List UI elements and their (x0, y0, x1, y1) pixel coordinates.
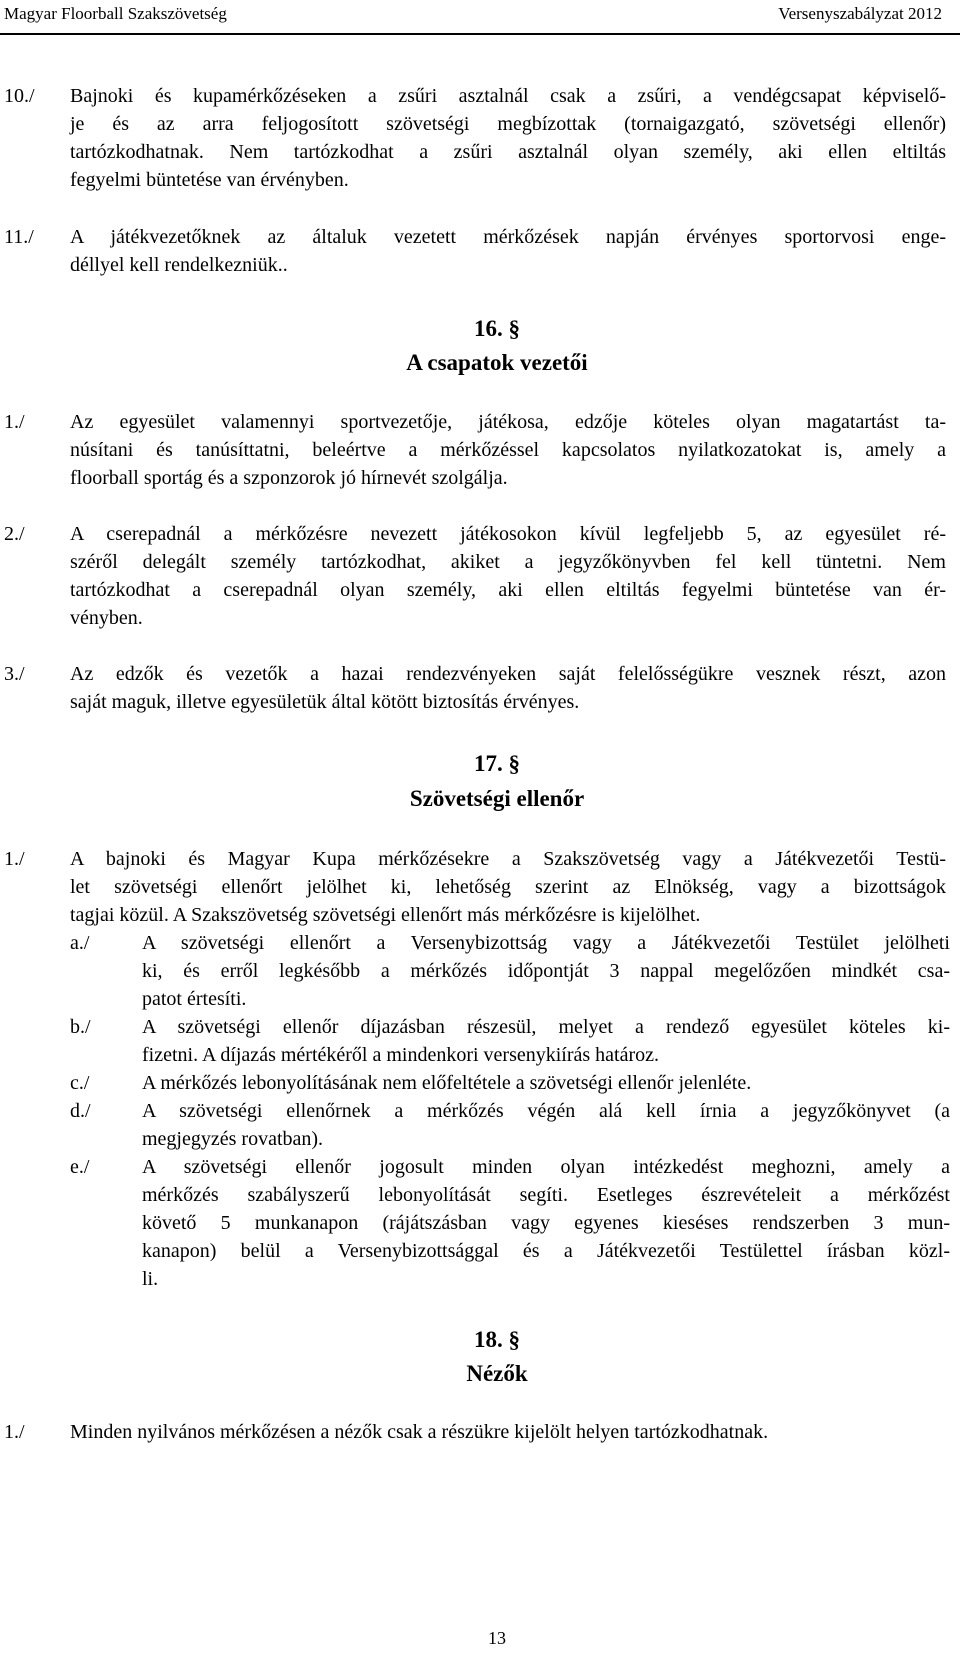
paragraph-number: 1./ (4, 848, 25, 870)
text-line: Az edzők és vezetők a hazai rendezvényeken saját felelősségükre vesznek részt, azon (70, 663, 946, 685)
paragraph-number: 1./ (4, 1421, 25, 1443)
subitem-text (142, 929, 950, 1013)
subitem-text (142, 1097, 950, 1153)
text-line: tagjai közül. A Szakszövetség szövetségi ellenőrt más mérkőzésre is kijelölhet. (70, 904, 701, 926)
text-line: követő 5 munkanapon (rájátszásban vagy egyenes kieséses rendszerben 3 mun- (142, 1212, 950, 1234)
text-line: let szövetségi ellenőrt jelölhet ki, lehetőség szerint az Elnökség, vagy a bizottságok (70, 876, 946, 898)
section-16-title: A csapatok vezetői (406, 350, 588, 375)
section-16-item-1 (0, 408, 960, 492)
text-line: A bajnoki és Magyar Kupa mérkőzésekre a Szakszövetség vagy a Játékvezetői Testü- (70, 848, 946, 870)
text-line: je és az arra feljogosított szövetségi megbízottak (tornaigazgató, szövetségi ellenőr) (70, 113, 946, 135)
paragraph-text (70, 1418, 946, 1446)
paragraph-text (70, 223, 946, 279)
paragraph-10 (0, 82, 960, 194)
paragraph-text (70, 845, 946, 929)
text-line: A szövetségi ellenőrnek a mérkőzés végén alá kell írnia a jegyzőkönyvet (a (142, 1100, 950, 1122)
header-organization: Magyar Floorball Szakszövetség (4, 4, 227, 23)
paragraph-text (70, 408, 946, 492)
subitem-text (142, 1153, 950, 1293)
subitem-b (70, 1013, 950, 1069)
text-line: A szövetségi ellenőrt a Versenybizottság vagy a Játékvezetői Testület jelölheti (142, 932, 950, 954)
section-18-title: Nézők (466, 1361, 528, 1386)
text-line: patot értesíti. (142, 988, 247, 1010)
text-line: déllyel kell rendelkezniük.. (70, 254, 288, 276)
text-line: Bajnoki és kupamérkőzéseken a zsűri asztalnál csak a zsűri, a vendégcsapat képviselő- (70, 85, 946, 107)
subitem-label: c./ (70, 1072, 90, 1094)
page-number: 13 (488, 1628, 506, 1648)
paragraph-text (70, 660, 946, 716)
subitem-label: d./ (70, 1100, 91, 1122)
text-line: floorball sportág és a szponzorok jó hírnevét szolgálja. (70, 467, 508, 489)
paragraph-text (70, 520, 946, 632)
text-line: tartózkodhatnak. Nem tartózkodhat a zsűri asztalnál olyan személy, aki ellen eltiltás (70, 141, 946, 163)
paragraph-number: 1./ (4, 411, 25, 433)
text-line: tartózkodhat a cserepadnál olyan személy, aki ellen eltiltás fegyelmi büntetése van ér- (70, 579, 946, 601)
paragraph-11 (0, 223, 960, 279)
subitem-label: e./ (70, 1156, 90, 1178)
text-line: li. (142, 1268, 159, 1290)
subitem-label: a./ (70, 932, 90, 954)
text-line: A szövetségi ellenőr jogosult minden olyan intézkedést meghozni, amely a (142, 1156, 950, 1178)
text-line: széről delegált személy tartózkodhat, akiket a jegyzőkönyvben fel kell tüntetni. Nem (70, 551, 946, 573)
paragraph-number: 10./ (4, 85, 35, 107)
paragraph-text (70, 82, 946, 194)
subitem-text (142, 1069, 950, 1097)
header-rule (0, 33, 960, 35)
text-line: A játékvezetőknek az általuk vezetett mérkőzések napján érvényes sportorvosi enge- (70, 226, 946, 248)
text-line: A cserepadnál a mérkőzésre nevezett játékosokon kívül legfeljebb 5, az egyesület ré- (70, 523, 946, 545)
section-18-item-1 (0, 1418, 960, 1446)
text-line: vényben. (70, 607, 143, 629)
text-line: ki, és erről legkésőbb a mérkőzés időpontját 3 nappal megelőzően mindkét csa- (142, 960, 950, 982)
section-17-item-1 (0, 845, 960, 929)
section-16-item-3 (0, 660, 960, 716)
text-line: kanapon) belül a Versenybizottsággal és a Játékvezetői Testülettel írásban közl- (142, 1240, 950, 1262)
paragraph-number: 2./ (4, 523, 25, 545)
text-line: Az egyesület valamennyi sportvezetője, játékosa, edzője köteles olyan magatartást ta- (70, 411, 946, 433)
section-16-number: 16. § (474, 316, 520, 341)
subitem-d (70, 1097, 950, 1153)
text-line: Minden nyilvános mérkőzésen a nézők csak a részükre kijelölt helyen tartózkodhatnak. (70, 1421, 769, 1443)
paragraph-number: 3./ (4, 663, 25, 685)
section-17-title: Szövetségi ellenőr (409, 786, 585, 811)
subitem-text (142, 1013, 950, 1069)
text-line: núsítani és tanúsíttatni, beleértve a mérkőzéssel kapcsolatos nyilatkozatokat is, amely a (70, 439, 946, 461)
text-line: A szövetségi ellenőr díjazásban részesül, melyet a rendező egyesület köteles ki- (142, 1016, 950, 1038)
text-line: mérkőzés szabályszerű lebonyolítását segíti. Esetleges észrevételeit a mérkőzést (142, 1184, 950, 1206)
subitem-a (70, 929, 950, 1013)
text-line: A mérkőzés lebonyolításának nem előfeltétele a szövetségi ellenőr jelenléte. (142, 1072, 752, 1094)
text-line: fegyelmi büntetése van érvényben. (70, 169, 349, 191)
page-header (0, 0, 960, 34)
section-16-item-2 (0, 520, 960, 632)
header-document-title: Versenyszabályzat 2012 (778, 4, 942, 23)
text-line: megjegyzés rovatban). (142, 1128, 324, 1150)
paragraph-number: 11./ (4, 226, 34, 248)
section-18-number: 18. § (474, 1327, 520, 1352)
subitem-label: b./ (70, 1016, 91, 1038)
subitem-e (70, 1153, 950, 1293)
subitem-c (70, 1069, 950, 1097)
text-line: fizetni. A díjazás mértékéről a mindenkori versenykiírás határoz. (142, 1044, 660, 1066)
section-17-number: 17. § (474, 751, 520, 776)
text-line: saját maguk, illetve egyesületük által kötött biztosítás érvényes. (70, 691, 580, 713)
